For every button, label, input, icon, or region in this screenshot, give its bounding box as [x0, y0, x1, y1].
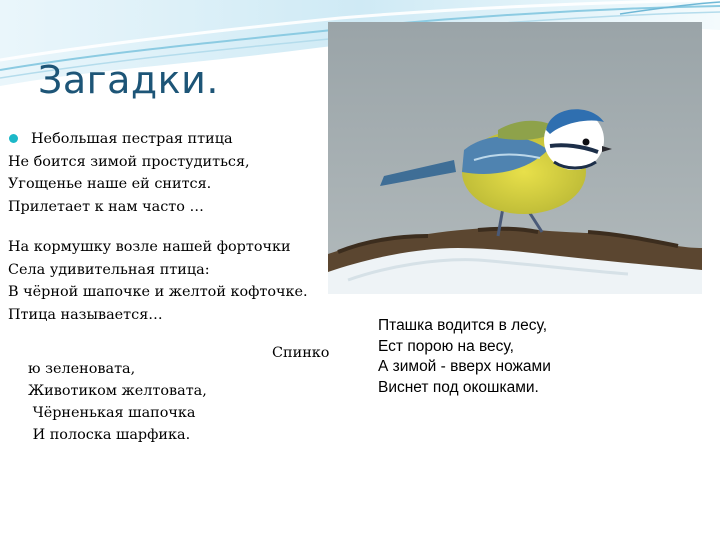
riddle-2-line-1: На кормушку возле нашей форточки [8, 239, 291, 255]
riddle-3 [28, 358, 207, 446]
riddle-4-line-1: Пташка водится в лесу, [378, 317, 548, 334]
riddle-3-line-4: И полоска шарфика. [28, 427, 191, 443]
slide-title: Загадки. [38, 58, 219, 102]
riddle-3-line-2: Животиком желтовата, [28, 383, 207, 399]
riddle-3-first-word: Спинко [272, 345, 330, 361]
riddle-1-line-3: Угощенье наше ей снится. [8, 176, 212, 192]
riddle-2-line-2: Села удивительная птица: [8, 261, 210, 278]
blue-tit-photo [328, 22, 702, 294]
riddle-3-line-3: Чёрненькая шапочка [28, 405, 196, 421]
riddle-2-line-3: В чёрной шапочке и желтой кофточке. [8, 284, 308, 300]
riddle-3-line-1: ю зеленовата, [28, 361, 136, 377]
riddle-1-line-2: Не боится зимой простудиться, [8, 153, 250, 170]
riddle-1 [8, 128, 250, 218]
riddle-4-line-2: Ест порою на весу, [378, 337, 514, 355]
riddle-4-line-4: Виснет под окошками. [378, 378, 539, 396]
riddle-1-line-4: Прилетает к нам часто … [8, 198, 204, 215]
riddle-2 [8, 236, 308, 326]
riddle-4-line-3: А зимой - вверх ножами [378, 358, 551, 375]
riddle-1-line-1: Небольшая пестрая птица [8, 128, 250, 151]
riddle-4 [378, 316, 551, 398]
bullet-icon [9, 134, 18, 143]
riddle-2-line-4: Птица называется… [8, 306, 163, 323]
blue-tit-illustration [328, 22, 702, 294]
